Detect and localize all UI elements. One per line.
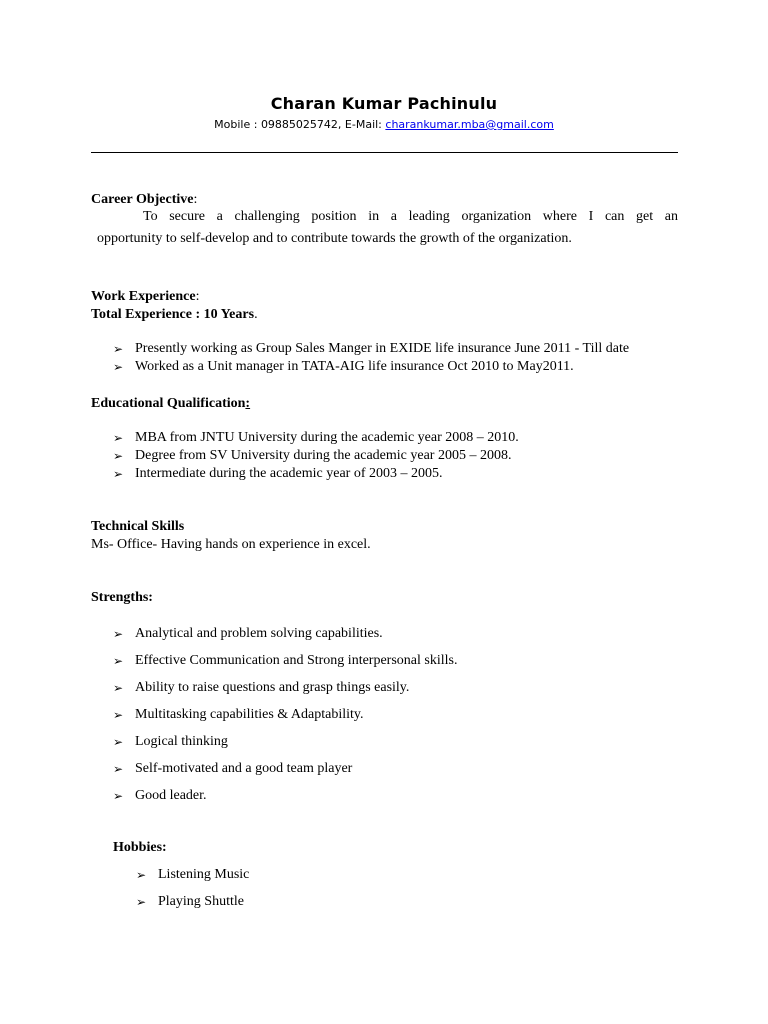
arrow-bullet-icon: ➢ bbox=[113, 762, 124, 776]
resume-name: Charan Kumar Pachinulu bbox=[270, 94, 498, 113]
total-experience-end: . bbox=[254, 307, 258, 322]
arrow-bullet-icon: ➢ bbox=[136, 868, 147, 882]
strength-item-3: Ability to raise questions and grasp things easily. bbox=[135, 680, 410, 695]
technical-skills-text: Ms- Office- Having hands on experience in excel. bbox=[91, 537, 371, 552]
list-item bbox=[113, 707, 364, 723]
strength-item-4: Multitasking capabilities & Adaptability. bbox=[135, 707, 364, 722]
list-item bbox=[113, 359, 574, 375]
strength-item-7: Good leader. bbox=[135, 788, 207, 803]
mobile-label: Mobile : bbox=[214, 118, 261, 131]
strength-item-6: Self-motivated and a good team player bbox=[135, 761, 353, 776]
email-label: , E-Mail: bbox=[337, 118, 386, 131]
arrow-bullet-icon: ➢ bbox=[113, 789, 124, 803]
list-item bbox=[136, 894, 244, 910]
arrow-bullet-icon: ➢ bbox=[113, 654, 124, 668]
education-item-2: Degree from SV University during the academic year 2005 – 2008. bbox=[135, 448, 512, 463]
arrow-bullet-icon: ➢ bbox=[113, 449, 124, 463]
strength-item-1: Analytical and problem solving capabilities. bbox=[135, 626, 383, 641]
arrow-bullet-icon: ➢ bbox=[113, 627, 124, 641]
arrow-bullet-icon: ➢ bbox=[113, 708, 124, 722]
arrow-bullet-icon: ➢ bbox=[113, 681, 124, 695]
career-objective-line-1: To secure a challenging position in a leading organization where I can get an bbox=[143, 209, 678, 224]
list-item bbox=[113, 680, 409, 696]
education-item-3: Intermediate during the academic year of 2003 – 2005. bbox=[135, 466, 443, 481]
education-colon: : bbox=[245, 396, 251, 411]
career-objective-heading: Career Objective bbox=[91, 192, 194, 207]
work-experience-colon: : bbox=[195, 289, 200, 304]
hobby-item-1: Listening Music bbox=[158, 867, 250, 882]
list-item bbox=[113, 653, 457, 669]
career-objective-colon: : bbox=[193, 192, 198, 207]
header-divider bbox=[91, 152, 678, 153]
list-item bbox=[113, 626, 383, 642]
list-item bbox=[113, 430, 519, 446]
list-item bbox=[113, 788, 207, 804]
arrow-bullet-icon: ➢ bbox=[113, 735, 124, 749]
arrow-bullet-icon: ➢ bbox=[113, 360, 124, 374]
strengths-heading: Strengths: bbox=[91, 590, 153, 605]
arrow-bullet-icon: ➢ bbox=[136, 895, 147, 909]
career-objective-text bbox=[91, 206, 678, 250]
list-item bbox=[113, 734, 228, 750]
list-item bbox=[113, 466, 443, 482]
list-item bbox=[113, 761, 352, 777]
work-experience-heading: Work Experience bbox=[91, 289, 196, 304]
contact-line bbox=[0, 118, 768, 131]
education-item-1: MBA from JNTU University during the academic year 2008 – 2010. bbox=[135, 430, 519, 445]
strength-item-5: Logical thinking bbox=[135, 734, 228, 749]
education-heading-row bbox=[91, 394, 250, 412]
list-item bbox=[136, 867, 249, 883]
work-experience-heading-row bbox=[91, 287, 200, 305]
strength-item-2: Effective Communication and Strong interpersonal skills. bbox=[135, 653, 458, 668]
list-item bbox=[113, 448, 511, 464]
technical-skills-heading: Technical Skills bbox=[91, 519, 185, 534]
work-item-2: Worked as a Unit manager in TATA-AIG life insurance Oct 2010 to May2011. bbox=[135, 359, 574, 374]
career-objective-line-2: opportunity to self-develop and to contribute towards the growth of the organization. bbox=[97, 231, 572, 246]
hobby-item-2: Playing Shuttle bbox=[158, 894, 244, 909]
work-item-1: Presently working as Group Sales Manger in EXIDE life insurance June 2011 - Till date bbox=[135, 341, 630, 356]
total-experience-row bbox=[91, 305, 258, 323]
hobbies-heading: Hobbies: bbox=[113, 840, 167, 855]
arrow-bullet-icon: ➢ bbox=[113, 467, 124, 481]
arrow-bullet-icon: ➢ bbox=[113, 431, 124, 445]
education-heading: Educational Qualification bbox=[91, 396, 246, 411]
email-link[interactable]: charankumar.mba@gmail.com bbox=[385, 118, 554, 131]
total-experience: Total Experience : 10 Years bbox=[91, 307, 255, 322]
arrow-bullet-icon: ➢ bbox=[113, 342, 124, 356]
list-item bbox=[113, 341, 629, 357]
mobile-number: 09885025742 bbox=[260, 118, 338, 131]
